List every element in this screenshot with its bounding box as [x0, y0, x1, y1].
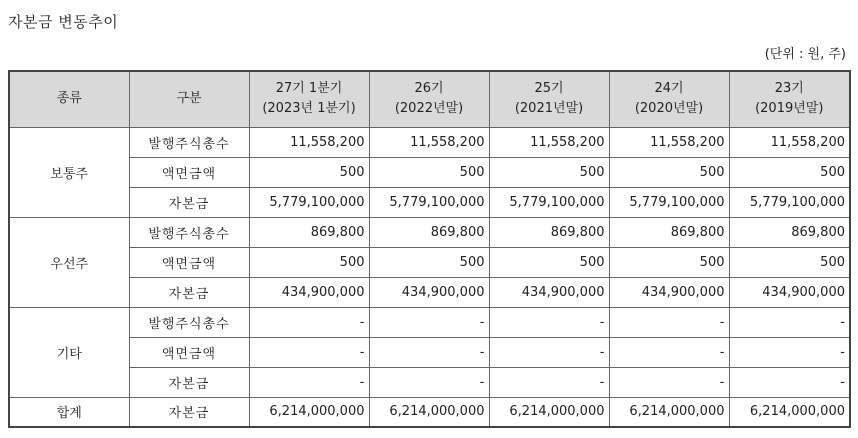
header-period-label: 26기	[414, 81, 444, 97]
table-cell: 11,558,200	[609, 127, 729, 157]
row-label: 액면금액	[129, 157, 249, 187]
header-period-sublabel: (2022년말)	[394, 101, 464, 117]
header-period-sublabel: (2019년말)	[755, 101, 824, 117]
table-cell: -	[729, 307, 850, 337]
row-label: 자본금	[129, 367, 249, 397]
header-period-2	[489, 71, 609, 127]
table-cell: 434,900,000	[609, 277, 729, 307]
table-cell: -	[369, 307, 489, 337]
table-row	[9, 277, 850, 307]
group-label-other: 기타	[9, 307, 129, 397]
row-label: 발행주식총수	[129, 217, 249, 247]
table-cell: -	[369, 337, 489, 367]
table-cell: -	[249, 307, 369, 337]
table-cell: -	[249, 337, 369, 367]
table-cell: 500	[489, 157, 609, 187]
table-cell: -	[609, 337, 729, 367]
header-period-label: 27기 1분기	[275, 81, 343, 97]
table-cell: 500	[489, 247, 609, 277]
table-cell: 5,779,100,000	[609, 187, 729, 217]
header-division: 구분	[129, 71, 249, 127]
table-cell: -	[729, 337, 850, 367]
table-cell: 6,214,000,000	[609, 397, 729, 427]
header-period-sublabel: (2020년말)	[634, 101, 704, 117]
table-cell: 500	[609, 157, 729, 187]
row-label: 발행주식총수	[129, 307, 249, 337]
table-row	[9, 127, 850, 157]
table-cell: -	[249, 367, 369, 397]
table-row	[9, 157, 850, 187]
row-label: 발행주식총수	[129, 127, 249, 157]
table-row	[9, 217, 850, 247]
table-cell: 11,558,200	[249, 127, 369, 157]
table-cell: 500	[369, 157, 489, 187]
header-period-sublabel: (2021년말)	[514, 101, 584, 117]
table-cell: 5,779,100,000	[369, 187, 489, 217]
table-cell: 434,900,000	[369, 277, 489, 307]
group-label-preferred: 우선주	[9, 217, 129, 307]
header-period-label: 23기	[774, 81, 804, 97]
header-period-0	[249, 71, 369, 127]
table-cell: 5,779,100,000	[729, 187, 850, 217]
header-type: 종류	[9, 71, 129, 127]
table-cell: 869,800	[489, 217, 609, 247]
table-cell: 6,214,000,000	[249, 397, 369, 427]
header-period-label: 25기	[534, 81, 564, 97]
table-row	[9, 367, 850, 397]
header-period-1	[369, 71, 489, 127]
group-label-common: 보통주	[9, 127, 129, 217]
table-cell: -	[609, 367, 729, 397]
row-label: 자본금	[129, 187, 249, 217]
table-cell: -	[489, 367, 609, 397]
unit-note: (단위 : 원, 주)	[764, 47, 846, 62]
header-period-3	[609, 71, 729, 127]
header-period-sublabel: (2023년 1분기)	[262, 101, 356, 117]
table-cell: 500	[609, 247, 729, 277]
table-cell: -	[489, 307, 609, 337]
capital-change-table	[8, 70, 851, 428]
table-cell: 434,900,000	[249, 277, 369, 307]
row-label: 액면금액	[129, 247, 249, 277]
table-row	[9, 247, 850, 277]
table-cell: -	[489, 337, 609, 367]
table-cell: 500	[249, 247, 369, 277]
table-cell: 5,779,100,000	[249, 187, 369, 217]
table-cell: 434,900,000	[729, 277, 850, 307]
table-cell: 500	[369, 247, 489, 277]
table-cell: 11,558,200	[729, 127, 850, 157]
header-row	[9, 71, 850, 127]
table-cell: 434,900,000	[489, 277, 609, 307]
table-cell: 6,214,000,000	[729, 397, 850, 427]
table-cell: 869,800	[729, 217, 850, 247]
row-label: 자본금	[129, 277, 249, 307]
table-cell: 11,558,200	[369, 127, 489, 157]
table-cell: 500	[729, 157, 850, 187]
table-cell: 869,800	[609, 217, 729, 247]
table-row	[9, 187, 850, 217]
table-cell: 869,800	[249, 217, 369, 247]
page-title: 자본금 변동추이	[8, 13, 119, 31]
table-cell: -	[609, 307, 729, 337]
table-row	[9, 337, 850, 367]
row-label: 자본금	[129, 397, 249, 427]
table-cell: 6,214,000,000	[369, 397, 489, 427]
table-cell: 500	[729, 247, 850, 277]
table-cell: 869,800	[369, 217, 489, 247]
table-row	[9, 397, 850, 427]
table-cell: 5,779,100,000	[489, 187, 609, 217]
table-cell: 6,214,000,000	[489, 397, 609, 427]
header-period-4	[729, 71, 850, 127]
header-period-label: 24기	[654, 81, 684, 97]
table-cell: 500	[249, 157, 369, 187]
table-cell: 11,558,200	[489, 127, 609, 157]
table-cell: -	[369, 367, 489, 397]
group-label-total: 합계	[9, 397, 129, 427]
row-label: 액면금액	[129, 337, 249, 367]
table-row	[9, 307, 850, 337]
table-cell: -	[729, 367, 850, 397]
